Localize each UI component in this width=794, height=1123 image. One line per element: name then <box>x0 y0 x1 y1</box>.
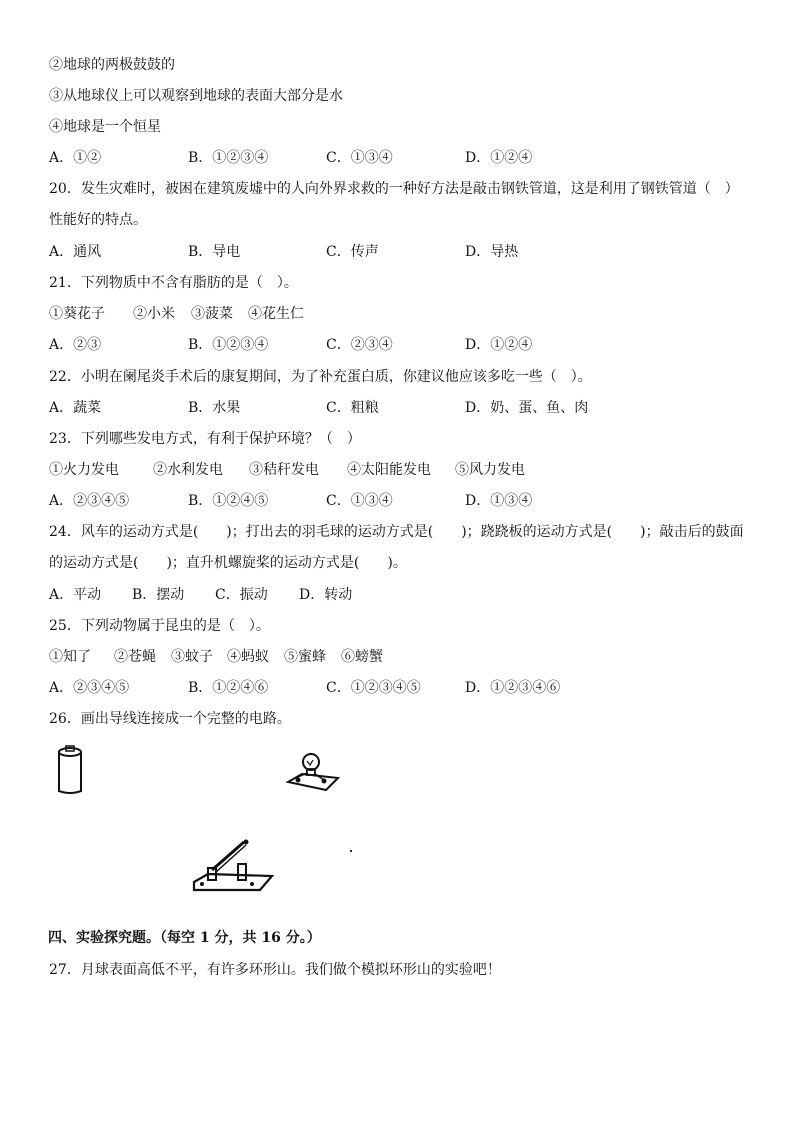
q21-item: ④花生仁 <box>248 306 304 322</box>
q23-item: ③秸秆发电 <box>249 462 319 478</box>
q21-item: ③菠菜 <box>191 306 233 322</box>
q21-item: ②小米 <box>133 306 175 322</box>
q20-text: 20．发生灾难时，被困在建筑废墟中的人向外界求救的一种好方法是敲击钢铁管道，这是利用了钢铁管道（ ）性能好的特点。 <box>49 181 739 228</box>
q19-option-b[interactable]: B．①②③④ <box>188 150 269 166</box>
q19-option-a[interactable]: A．①② <box>49 150 102 166</box>
q24-text: 24．风车的运动方式是( )；打出去的羽毛球的运动方式是( )；跷跷板的运动方式是( )；敲击后的鼓面的运动方式是( )；直升机螺旋桨的运动方式是( )。 <box>49 524 744 571</box>
q25-item: ③蚊子 <box>171 649 213 665</box>
q23-item: ②水利发电 <box>153 462 223 478</box>
q24-option-d[interactable]: D．转动 <box>299 587 353 603</box>
q25-option-b[interactable]: B．①②④⑥ <box>188 680 269 696</box>
q21-option-d[interactable]: D．①②④ <box>465 337 533 353</box>
q25-text: 25．下列动物属于昆虫的是（ ）。 <box>49 618 270 634</box>
q19-option-d[interactable]: D．①②④ <box>465 150 533 166</box>
q22-option-c[interactable]: C．粗粮 <box>326 400 379 416</box>
q19-item-3: ③从地球仪上可以观察到地球的表面大部分是水 <box>49 88 343 104</box>
q27-text: 27．月球表面高低不平，有许多环形山。我们做个模拟环形山的实验吧！ <box>49 962 501 978</box>
q24-option-c[interactable]: C．振动 <box>215 587 268 603</box>
q19-item-4: ④地球是一个恒星 <box>49 119 161 135</box>
q21-option-c[interactable]: C．②③④ <box>326 337 393 353</box>
q22-option-a[interactable]: A．蔬菜 <box>49 400 102 416</box>
q23-item: ④太阳能发电 <box>347 462 431 478</box>
q23-item: ①火力发电 <box>49 462 119 478</box>
q25-item: ⑤蜜蜂 <box>284 649 326 665</box>
q20-option-c[interactable]: C．传声 <box>326 244 379 260</box>
q20-option-d[interactable]: D．导热 <box>465 244 519 260</box>
q23-text: 23．下列哪些发电方式，有利于保护环境？（ ） <box>49 431 361 447</box>
q22-text: 22．小明在阑尾炎手术后的康复期间，为了补充蛋白质，你建议他应该多吃一些（ ）。 <box>49 369 592 385</box>
q21-option-a[interactable]: A．②③ <box>49 337 102 353</box>
q26-text: 26．画出导线连接成一个完整的电路。 <box>49 711 291 727</box>
q25-item: ①知了 <box>49 649 91 665</box>
q22-option-b[interactable]: B．水果 <box>188 400 241 416</box>
battery-figure <box>52 744 88 796</box>
print-speck <box>350 850 352 852</box>
q23-option-c[interactable]: C．①③④ <box>326 493 393 509</box>
q24-option-b[interactable]: B．摆动 <box>132 587 185 603</box>
q22-option-d[interactable]: D．奶、蛋、鱼、肉 <box>465 400 589 416</box>
q25-item: ②苍蝇 <box>114 649 156 665</box>
q23-option-d[interactable]: D．①③④ <box>465 493 533 509</box>
q23-item: ⑤风力发电 <box>455 462 525 478</box>
q21-item: ①葵花子 <box>49 306 105 322</box>
q20-option-b[interactable]: B．导电 <box>188 244 241 260</box>
section-4-heading: 四、实验探究题。（每空 1 分，共 16 分。） <box>48 930 321 946</box>
q19-option-c[interactable]: C．①③④ <box>326 150 393 166</box>
switch-figure <box>190 836 274 896</box>
q25-option-c[interactable]: C．①②③④⑤ <box>326 680 421 696</box>
q21-option-b[interactable]: B．①②③④ <box>188 337 269 353</box>
q24-option-a[interactable]: A．平动 <box>49 587 102 603</box>
q20-option-a[interactable]: A．通风 <box>49 244 102 260</box>
q23-option-a[interactable]: A．②③④⑤ <box>49 493 130 509</box>
q25-item: ④蚂蚁 <box>227 649 269 665</box>
q25-option-d[interactable]: D．①②③④⑥ <box>465 680 561 696</box>
q19-item-2: ②地球的两极鼓鼓的 <box>49 57 175 73</box>
bulb-figure <box>282 750 342 800</box>
q25-item: ⑥螃蟹 <box>341 649 383 665</box>
q23-option-b[interactable]: B．①②④⑤ <box>188 493 269 509</box>
q25-option-a[interactable]: A．②③④⑤ <box>49 680 130 696</box>
q21-text: 21．下列物质中不含有脂肪的是（ ）。 <box>49 275 298 291</box>
